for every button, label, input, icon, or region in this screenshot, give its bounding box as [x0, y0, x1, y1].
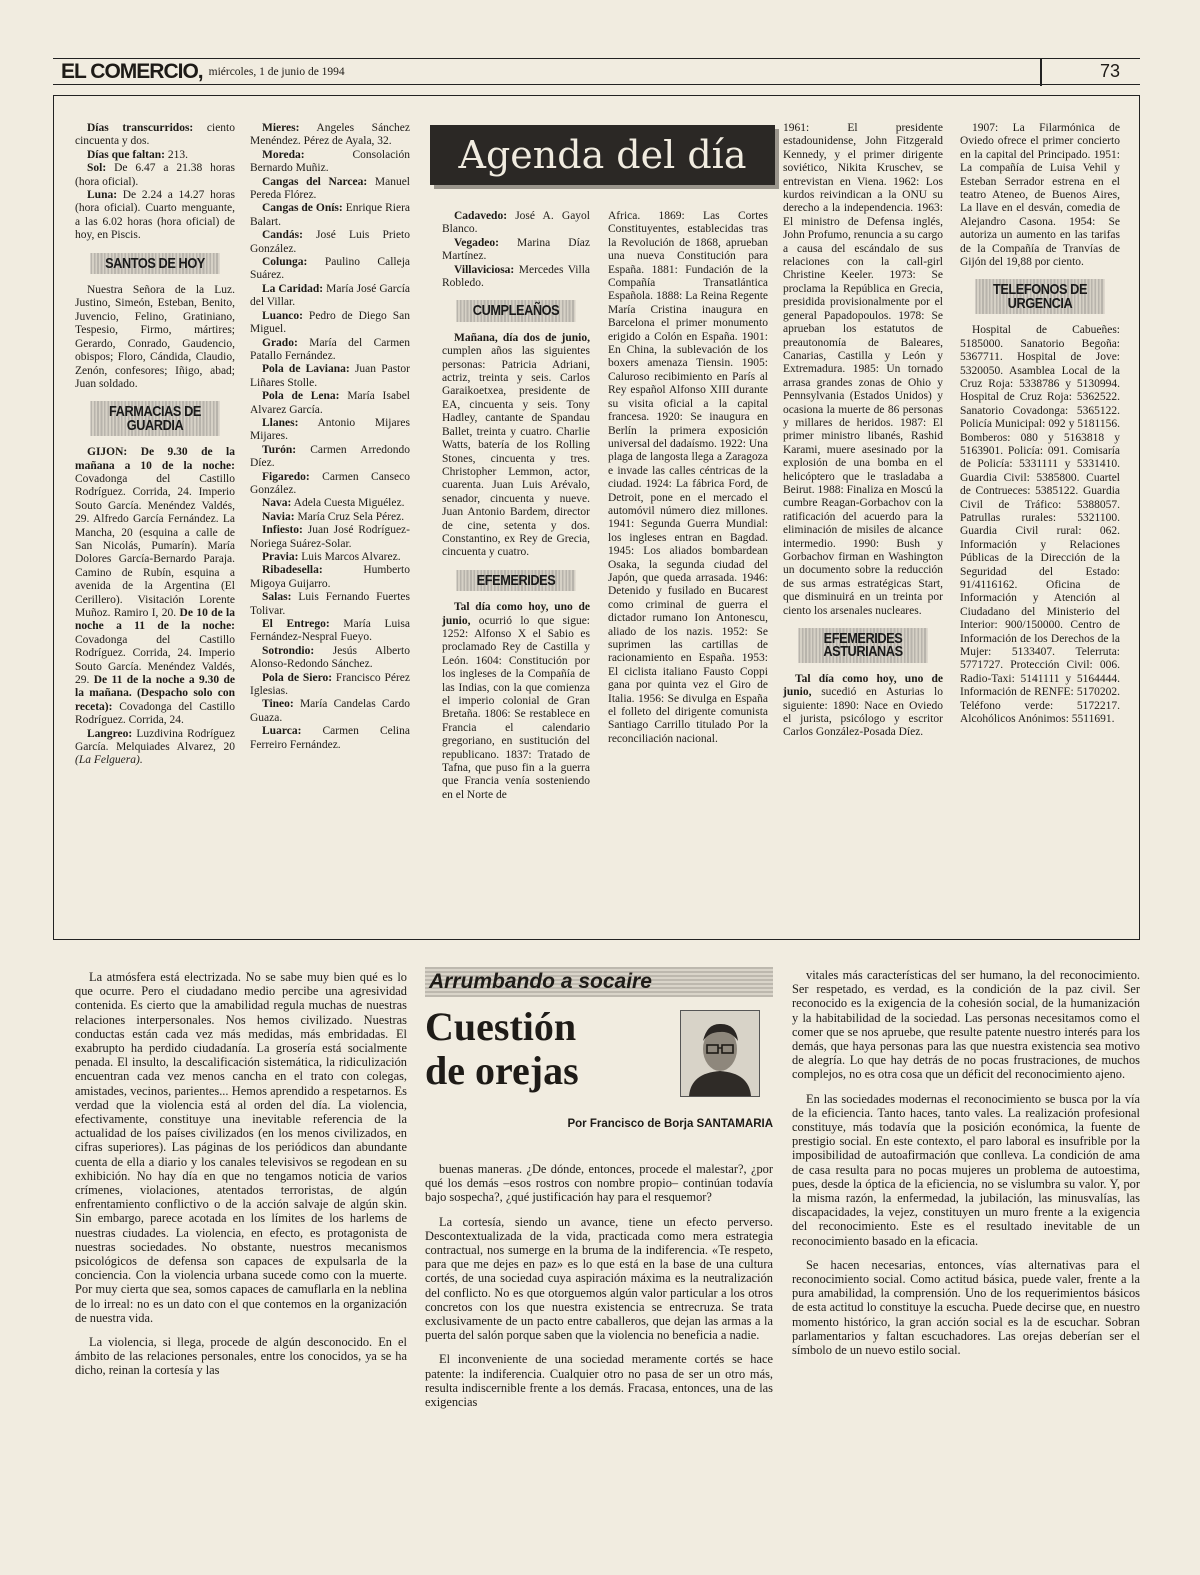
pharmacy-name: Humberto Migoya Guijarro. — [250, 564, 410, 590]
pharmacy-entry — [250, 390, 410, 417]
pharmacy-entry — [250, 122, 410, 149]
pharmacy-town: La Caridad: — [262, 282, 324, 295]
pharmacy-entry — [250, 256, 410, 283]
pharmacy-town: Ribadesella: — [262, 564, 323, 577]
article-paragraph: El inconveniente de una sociedad meramente cortés se hace patente: la indiferencia. Cualquier otro no pasa de ser un otro más, resulta indiscernible frente a los demás. Fracasa, entonces, una de las exigencias — [425, 1352, 773, 1410]
pharmacy-name: Angeles Sánchez Menéndez. Pérez de Ayala, 32. — [250, 122, 410, 148]
pharmacy-entry — [250, 618, 410, 645]
asturianas-heading: EFEMERIDES ASTURIANAS — [798, 628, 927, 663]
agenda-column-4 — [608, 210, 768, 746]
pharmacy-name: Marina Díaz Martínez. — [442, 236, 591, 263]
pharmacy-name: María Luisa Fernández-Nespral Fueyo. — [250, 618, 411, 644]
agenda-column-2 — [250, 122, 410, 752]
luna-label: Luna: — [87, 189, 118, 202]
pharmacy-name: Juan José Rodríguez-Noriega Suárez-Solar. — [250, 524, 410, 550]
pharmacy-entry — [250, 202, 410, 229]
pharmacy-entry — [250, 310, 410, 337]
pharmacy-name: María José García del Villar. — [250, 282, 410, 309]
gijon-label: GIJON: De 9.30 de la mañana a 10 de la noche: — [75, 446, 235, 472]
santos-text: Nuestra Señora de la Luz. Justino, Simeón, Esteban, Benito, Juvencio, Felino, Gratiniano, Tespesio, Firmo, mártires; Gerardo, Conrado, Gaudencio, obispos; Floro, Cándida, Claudio, Zenón, confesores; Iñigo, abad; Juan soldado. — [75, 284, 235, 390]
gijon-text: Covadonga del Castillo Rodríguez. Corrida, 24. Imperio Souto García. Menéndez Valdés, 29. Alfredo García Fernández. La Mancha, 20 (esquina a calle de San Nicolás, Pumarín). María Dolores García-Bernardo Paraja. Camino de Rubín, esquina a avenida de la Argentina (El Cerillero). Visitación Lorente Muñoz. Ramiro I, 20. — [75, 472, 235, 619]
pharmacy-town: Vegadeo: — [454, 236, 499, 249]
headline-line-1: Cuestión — [425, 1004, 577, 1049]
pharmacy-town: Tineo: — [262, 698, 294, 711]
pharmacy-name: Enrique Riera Balart. — [250, 202, 411, 228]
pharmacy-entry — [250, 471, 410, 498]
pharmacy-name: Carmen Celina Ferreiro Fernández. — [250, 725, 410, 751]
pharmacy-entry — [250, 551, 410, 564]
langreo-place: (La Felguera). — [75, 754, 143, 767]
pharmacy-name: Manuel Pereda Flórez. — [250, 175, 410, 202]
headline-line-2: de orejas — [425, 1048, 579, 1093]
pharmacy-town: Cangas de Onís: — [262, 202, 343, 215]
pharmacy-name: María Cruz Sela Pérez. — [297, 510, 405, 523]
noche-text: Covadonga del Castillo Rodríguez. Corrida, 24. Imperio Souto García. Menéndez Valdés, 29. — [75, 633, 235, 687]
pharmacy-town: Salas: — [262, 591, 292, 604]
pharmacy-name: Luis Fernando Fuertes Tolivar. — [250, 591, 410, 617]
agenda-column-3 — [442, 210, 590, 802]
article-paragraph: Se hacen necesarias, entonces, vías alternativas para el reconocimiento social. Como actitud básica, puede valer, frente a la pura amabilidad, la comprensión. Uno de los requerimientos básicos de esta actitud lo constituye la escucha. Puede decirse que, en nuestro momento histórico, la gran acción social es la de escuchar. Sobran parlamentarios y faltan escuchadores. Las orejas deberían ser el símbolo de un nuevo estilo social. — [792, 1257, 1140, 1358]
pharmacy-name: Adela Cuesta Miguélez. — [293, 497, 405, 510]
pharmacy-name: Francisco Pérez Iglesias. — [250, 671, 411, 698]
pharmacy-entry — [250, 363, 410, 390]
pharmacy-town: Pola de Lena: — [262, 390, 340, 403]
efemerides-text: ocurrió lo que sigue: 1252: Alfonso X el Sabio es proclamado Rey de Castilla y León. 1604: Constitución por los ingleses de la Compañía de las Indias, con la que comienza el imperio colonial de Gran Bretaña. 1806: Se restablece en Francia el calendario gregoriano, en sustitución del republicano. 1837: Tratado de Tafna, que puso fin a la guerra que Francia venía sosteniendo en el Norte de — [442, 614, 590, 801]
luna-times: De 2.24 a 14.27 horas (hora oficial). Cuarto menguante, a las 6.02 horas (hora oficial) de hoy, en Piscis. — [75, 189, 235, 242]
pharmacy-entry — [250, 149, 410, 176]
header-divider — [1040, 58, 1042, 86]
pharmacy-entry — [250, 497, 410, 510]
pharmacy-name: Antonio Mijares Mijares. — [250, 416, 410, 443]
pharmacy-town: Turón: — [262, 443, 297, 456]
pharmacy-town: Navia: — [262, 510, 295, 523]
article-paragraph: En las sociedades modernas el reconocimiento se busca por la vía de la eficiencia. Tanto haces, tanto vales. La realización profesional constituye, más todavía que la posición económica, la fuente de prestigio social. En este contexto, el paro laboral es insufrible por la imposibilidad de autoafirmación que conlleva. La condición de ama de casa resulta para no pocas mujeres un problema de autoestima, pues, desde la óptica de la eficiencia, no se vislumbra su valor. Y, por la misma razón, la enfermedad, la jubilación, las minusvalías, las discapacidades, la vejez, constituyen un muro frente a la exigencia del reconocimiento. Este es el resultado inevitable de un reconocimiento basado en la eficacia. — [792, 1091, 1140, 1248]
pharmacy-entries-cont — [442, 210, 590, 290]
cumpleanos-heading: CUMPLEAÑOS — [457, 300, 576, 321]
pharmacy-town: Grado: — [262, 336, 298, 349]
pharmacy-entry — [442, 264, 590, 291]
pharmacy-town: Infiesto: — [262, 524, 303, 537]
asturianas-text: sucedió en Asturias lo siguiente: 1890: Nace en Oviedo el jurista, psicólogo y escritor Carlos González-Posada Díez. — [783, 686, 944, 739]
farmacias-heading: FARMACIAS DE GUARDIA — [90, 401, 219, 436]
cumpleanos-text: cumplen años las siguientes personas: Patricia Adriani, actriz, treinta y seis. Carlos Garaikoetxea, presidente de EA, cincuenta y seis. Tony Hadley, cantante de Spandau Ballet, treinta y cuatro. Charlie Watts, batería de los Rolling Stones, cincuenta y tres. Christopher Lemmon, actor, cuarenta. Juan Luis Arévalo, senador, cincuenta y nueve. Juan Antonio Bardem, director de cine, setenta y dos. Constantino, ex Rey de Grecia, cincuenta y cuatro. — [442, 345, 590, 559]
efemerides-heading: EFEMERIDES — [457, 570, 576, 591]
pharmacy-town: Sotrondio: — [262, 644, 315, 657]
pharmacy-entry — [250, 176, 410, 203]
dias-transcurridos: ciento cincuenta y dos. — [75, 122, 235, 148]
efemerides-continued: Africa. 1869: Las Cortes Constituyentes, establecidas tras la Revolución de 1868, aprueban una nueva Constitución para España. 1881: Fundación de la Compañía Transatlántica Española. 1888: La Reina Regente María Cristina inaugura en Barcelona el primer monumento erigido a Colón en España. 1901: En China, la sublevación de los boxers amenaza Tiensin. 1905: Caluroso recibimiento en París al Rey español Alfonso XIII durante su visita oficial a la capital francesa. 1920: Se inaugura en Berlín la primera exposición universal del dadaísmo. 1922: Una plaga de langosta llega a Zaragoza e invade las calles céntricas de la ciudad. 1924: La fábrica Ford, de Detroit, pone en el mercado el automóvil número diez millones. 1941: Segunda Guerra Mundial: los ingleses entran en Bagdad. 1945: Los aliados bombardean Osaka, la segunda ciudad del Japón, que queda arrasada. 1946: Detenido y fusilado en Bucarest como criminal de guerra el dictador rumano Ion Antonescu, aliado de los nazis. 1952: Se suprimen las cartillas de racionamiento en España. 1953: El ciclista italiano Fausto Coppi gana por quinta vez el Giro de Italia. 1956: Se divulga en España el folleto del dirigente comunista Santiago Carrillo titulado Por la reconciliación nacional. — [608, 210, 769, 745]
pharmacy-name: José A. Gayol Blanco. — [442, 210, 590, 236]
pharmacy-entry — [442, 237, 590, 264]
pharmacy-town: Pola de Laviana: — [262, 363, 350, 376]
issue-date: miércoles, 1 de junio de 1994 — [208, 65, 345, 78]
sol-label: Sol: — [87, 162, 107, 175]
dias-faltan: 213. — [167, 148, 188, 161]
pharmacy-entry — [250, 337, 410, 364]
pharmacy-town: Luanco: — [262, 309, 303, 322]
asturianas-continued: 1907: La Filarmónica de Oviedo ofrece el primer concierto en la capital del Principado. 1951: La compañía de Luisa Vehil y Esteban Serrador estrena en el teatro Ateneo, de Buenos Aires, La llave en el desván, comedia de Alejandro Casona. 1954: Se autoriza un aumento en las tarifas de la Compañía de Tranvías de Gijón del 19,88 por ciento. — [960, 122, 1120, 269]
pharmacy-town: Cangas del Narcea: — [262, 175, 368, 188]
article-paragraph: La violencia, si llega, procede de algún desconocido. En el ámbito de las relaciones personales, entre los conocidos, ya se ha dicho, reinan la cortesía y las — [75, 1335, 407, 1378]
pharmacy-town: Candás: — [262, 229, 303, 242]
pharmacy-entry — [250, 417, 410, 444]
pharmacy-entry — [250, 698, 410, 725]
cumpleanos-lead: Mañana, día dos de junio, — [454, 331, 590, 344]
dias-faltan-label: Días que faltan: — [87, 148, 165, 161]
pharmacy-town: El Entrego: — [262, 618, 330, 631]
pharmacy-name: Luis Marcos Alvarez. — [301, 551, 401, 563]
pharmacy-name: Paulino Calleja Suárez. — [250, 256, 410, 282]
pharmacy-town: Mieres: — [262, 122, 300, 134]
agenda-column-5 — [783, 122, 943, 740]
pharmacy-name: Mercedes Villa Robledo. — [442, 263, 590, 290]
pharmacy-town: Llanes: — [262, 416, 299, 429]
pharmacy-town: Moreda: — [262, 148, 305, 161]
pharmacy-name: José Luis Prieto González. — [250, 229, 410, 255]
asturianas-lead: Tal día como hoy, uno de junio, — [783, 672, 943, 699]
pharmacy-town: Luarca: — [262, 725, 302, 738]
efemerides-continued-2: 1961: El presidente estadounidense, John Fitzgerald Kennedy, y el primer dirigente soviético, Nikita Kruschev, se entrevistan en Viena. 1962: Los kurdos reivindican a la ONU su derecho a la independencia. 1963: El ministro de Defensa inglés, John Profumo, renuncia a su cargo a causa del escándalo de sus relaciones con la call-girl Christine Keeler. 1973: Se proclama la República en Grecia, presidida provisionalmente por el general Papadopoulos. 1978: Se aprueban los estatutos de preautonomía de Baleares, Canarias, Castilla y León y Extremadura. 1985: Un tornado arrasa grandes zonas de Ohio y Pennsylvania (Estados Unidos) y ocasiona la muerte de 86 personas y millares de heridos. 1987: El primer ministro libanés, Rashid Karami, muere asesinado por la explosión de una bomba en el helicóptero que le trasladaba a Beirut. 1988: Finaliza en Moscú la cumbre Reagan-Gorbachov con la ratificación del acuerdo para la eliminación de misiles de alcance intermedio. 1990: Bush y Gorbachov firman en Washington un documento sobre la reducción de sus armas estratégicas Start, que disminuirá en un treinta por ciento los arsenales nucleares. — [783, 122, 943, 617]
pharmacy-town: Cadavedo: — [454, 210, 508, 222]
madrugada-text: Covadonga del Castillo Rodríguez. Corrida, 24. — [75, 700, 235, 727]
pharmacy-town: Colunga: — [262, 256, 308, 269]
pharmacy-name: María Isabel Alvarez García. — [250, 390, 411, 416]
article-paragraph: vitales más características del ser humano, la del reconocimiento. Ser respetado, es verdad, es la condición de la paz civil. Ser reconocido es la exigencia de la cohesión social, de la humanización y la habitabilidad de la sociedad. Las personas necesitamos como el comer que se nos apruebe, que resulte patente nuestro interés para los demás, que haya personas para las que nuestra existencia sea motivo de alegría. Lo que hay detrás de no pocas frustraciones, de muchos complejos, no es otra cosa que un déficit del reconocimiento ajeno. — [792, 968, 1140, 1082]
agenda-title: Agenda del día — [430, 125, 775, 185]
author-portrait-icon — [681, 1011, 759, 1096]
article-paragraph: buenas maneras. ¿De dónde, entonces, procede el malestar?, ¿por qué los demás –esos rostros con nombre propio– continúan todavía bajo sospecha?, ¿qué justificación hay para el resquemor? — [425, 1162, 773, 1205]
pharmacy-entry — [250, 564, 410, 591]
pharmacy-entry — [250, 672, 410, 699]
article-paragraph: La cortesía, siendo un avance, tiene un efecto perverso. Descontextualizada de la vida, practicada como mera estrategia contractual, nos sumerge en la bruma de la indiferencia. «Te respeto, para que me dejes en paz» es lo que está en la base de una cultura cortés, de una sociedad cuya aspiración máxima es la neutralización del conflicto. No es que otorguemos algún valor particular a los otros concretos con los que nuestra existencia se entrecruza. Se trata exclusivamente de un pacto entre caballeros, que dejan las armas a la puerta del salón porque saben que la violencia no beneficia a nadie. — [425, 1214, 773, 1343]
article-column-right — [792, 968, 1140, 1367]
pharmacy-entry — [250, 524, 410, 551]
pharmacy-entry — [250, 511, 410, 524]
santos-heading: SANTOS DE HOY — [90, 253, 219, 274]
telefonos-text: Hospital de Cabueñes: 5185000. Sanatorio Begoña: 5367711. Hospital de Jove: 5320050. Asamblea Local de la Cruz Roja: 5338786 y 5130994. Hospital de Cruz Roja: 5362522. Sanatorio Covadonga: 5365122. Policía Municipal: 092 y 5181156. Bomberos: 080 y 5163818 y 5163901. Policía: 091. Comisaría de Policía: 5331111 y 5331410. Guardia Civil: 5385800. Cuartel de Contrueces: 5385122. Guardia Civil de Tráfico: 5388057. Patrullas rurales: 5321100. Guardia Civil rural: 062. Información y Relaciones Públicas de la Dirección de la Seguridad del Estado: 91/4116162. Oficina de Información y Atención al Ciudadano del Ministerio del Interior: 900/150000. Centro de Información de los Derechos de la Mujer: 5133407. Telerruta: 5771727. Protección Civil: 006. Radio-Taxi: 5141111 y 5164444. Información de RENFE: 5170202. Teléfono verde: 5172217. Alcohólicos Anónimos: 5511691. — [960, 324, 1120, 726]
article-column-middle — [425, 1162, 773, 1419]
langreo-label: Langreo: — [87, 727, 133, 740]
madrugada-label: De 11 de la noche a 9.30 de la mañana. (Despacho solo con receta): — [75, 674, 235, 713]
sol-times: De 6.47 a 21.38 horas (hora oficial). — [75, 162, 235, 188]
newspaper-name: EL COMERCIO, — [61, 59, 203, 83]
pharmacy-town: Nava: — [262, 497, 292, 510]
agenda-column-6 — [960, 122, 1120, 726]
noche-label: De 10 de la noche a 11 de la noche: — [75, 607, 236, 633]
pharmacy-entry — [250, 645, 410, 672]
pharmacy-town: Figaredo: — [262, 470, 310, 483]
pharmacy-entry — [250, 591, 410, 618]
page-header — [53, 58, 1140, 85]
langreo-text: Luzdivina Rodríguez García. Melquiades Alvarez, 20 — [75, 727, 235, 754]
pharmacy-name: María Candelas Cardo Guaza. — [250, 698, 411, 724]
pharmacy-name: María del Carmen Patallo Fernández. — [250, 336, 410, 362]
telefonos-heading: TELEFONOS DE URGENCIA — [975, 279, 1104, 314]
article-headline — [425, 1005, 675, 1093]
pharmacy-entry — [250, 229, 410, 256]
pharmacy-name: Carmen Arredondo Díez. — [250, 443, 410, 470]
pharmacy-name: Juan Pastor Liñares Stolle. — [250, 363, 410, 389]
pharmacy-town: Pola de Siero: — [262, 671, 333, 684]
pharmacy-name: Pedro de Diego San Miguel. — [250, 309, 410, 336]
column-name: Arrumbando a socaire — [425, 967, 773, 997]
pharmacy-entry — [250, 444, 410, 471]
pharmacy-name: Consolación Bernardo Muñiz. — [250, 148, 410, 175]
pharmacy-name: Jesús Alberto Alonso-Redondo Sánchez. — [250, 644, 411, 671]
article-paragraph: La atmósfera está electrizada. No se sabe muy bien qué es lo que ocurre. Pero el ciudadano medio percibe una agresividad contenida. Es cierto que la amabilidad regula muchas de nuestras relaciones interpersonales. Nos hemos civilizado. Nuestras conductas están cada vez más medidas, más embridadas. El exabrupto ha perdido ciudadanía. La grosería está socialmente penada. El insulto, la descalificación sistemática, la ridiculización encuentran cada vez menos cancha en el trato con colegas, amistades, vecinos, parientes... Hemos aprendido a respetarnos. Es verdad que la violencia está al orden del día. La violencia, efectivamente, constituye una inevitable referencia de la actualidad de los países civilizados (en los menos civilizados, en cifras superiores). Las páginas de los periódicos dan abundante cuenta de ella a diario y los canales televisivos se regodean en su exhibición. No hay día en que no tengamos noticia de varios crímenes, violaciones, atentados terroristas, de algún enfrentamiento conflictivo o de la acción salvaje de algún skin. Sin embargo, parece acotada en los límites de los harlems de nuestras ciudades. La violencia, en efecto, es protagonista de nuestras sociedades. No obstante, nuestros mecanismos psicológicos de defensa son capaces de expulsarla de la conciencia. Con la violencia urbana sucede como con la muerte. Por muy cierta que sea, somos capaces de camuflarla en la neblina de lo irreal: no es un dato con el que contemos en la organización de nuestra vida. — [75, 970, 407, 1325]
efemerides-lead: Tal día como hoy, uno de junio, — [442, 601, 590, 627]
byline: Por Francisco de Borja SANTAMARIA — [567, 1118, 773, 1130]
pharmacy-town: Villaviciosa: — [454, 263, 515, 276]
pharmacy-entry — [250, 725, 410, 752]
pharmacy-town: Pravia: — [262, 551, 299, 563]
pharmacy-name: Carmen Canseco González. — [250, 470, 410, 496]
author-photo — [680, 1010, 760, 1097]
page-number: 73 — [1099, 61, 1120, 81]
pharmacy-entry — [442, 210, 590, 237]
article-column-left — [75, 970, 407, 1388]
pharmacy-entry — [250, 283, 410, 310]
agenda-column-1 — [75, 122, 235, 768]
dias-transcurridos-label: Días transcurridos: — [87, 122, 194, 134]
